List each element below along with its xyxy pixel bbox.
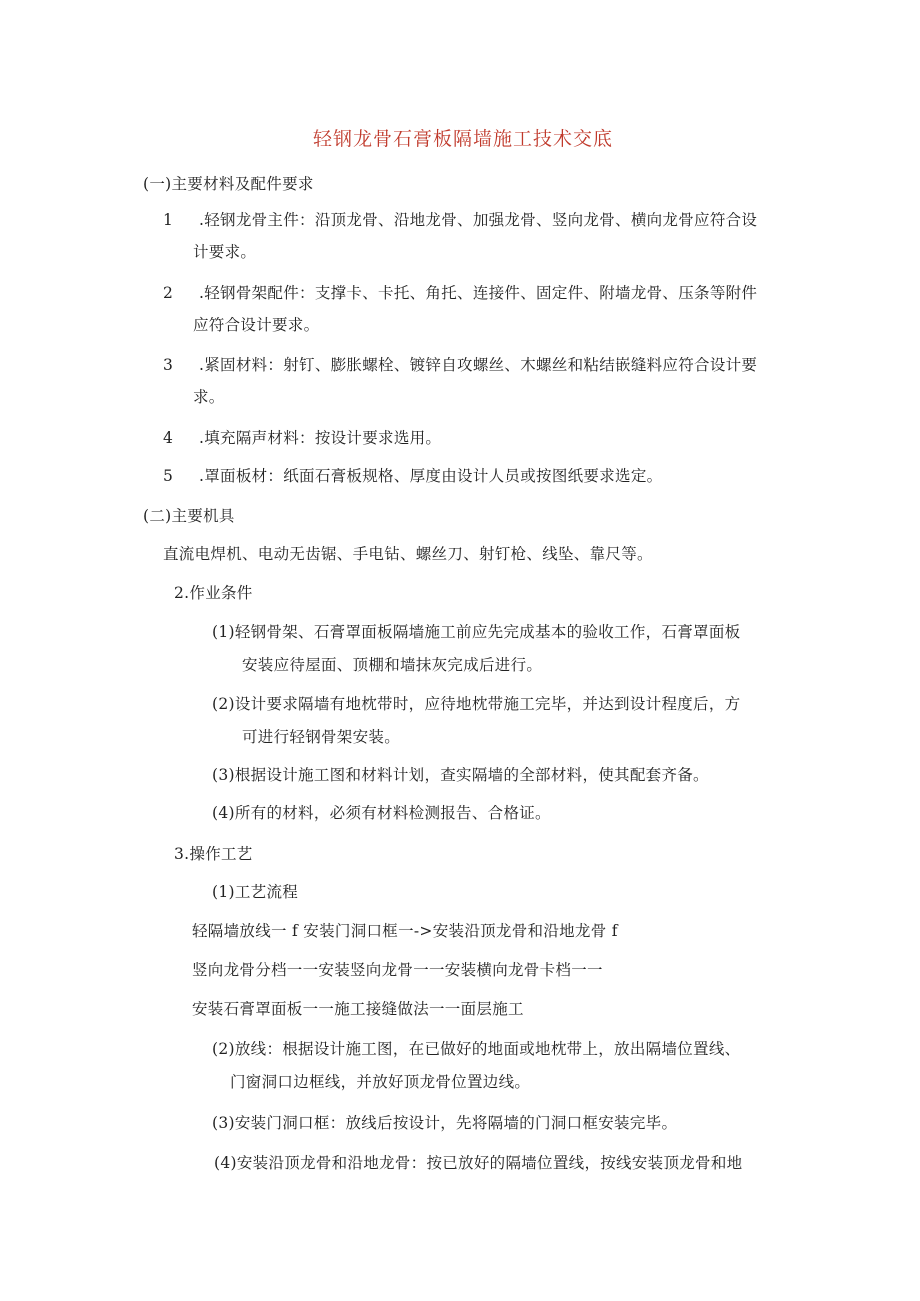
section-heading-process: 3.操作工艺: [174, 845, 253, 863]
section-heading-conditions: 2.作业条件: [174, 584, 253, 602]
item-text-continued: 计要求。: [193, 243, 257, 261]
item-text-continued: 安装应待屋面、顶棚和墙抹灰完成后进行。: [242, 656, 543, 674]
item-text: .紧固材料：射钉、膨胀螺栓、镀锌自攻螺丝、木螺丝和粘结嵌缝料应符合设计要: [199, 356, 758, 374]
list-item: (4)安装沿顶龙骨和沿地龙骨：按已放好的隔墙位置线，按线安装顶龙骨和地: [214, 1154, 743, 1172]
flow-line: 安装石膏罩面板一一施工接缝做法一一面层施工: [192, 1000, 524, 1018]
flow-line: 竖向龙骨分档一一安装竖向龙骨一一安装横向龙骨卡档一一: [192, 961, 603, 979]
list-item: (2)放线：根据设计施工图，在已做好的地面或地枕带上，放出隔墙位置线、: [212, 1040, 741, 1058]
flow-line: 轻隔墙放线一 f 安装门洞口框一->安装沿顶龙骨和沿地龙骨 f: [192, 922, 618, 940]
list-item: (3)安装门洞口框：放线后按设计，先将隔墙的门洞口框安装完毕。: [212, 1114, 678, 1132]
item-text-continued: 可进行轻钢骨架安装。: [242, 728, 401, 746]
list-item: [163, 464, 662, 486]
item-text: .填充隔声材料：按设计要求选用。: [199, 429, 442, 447]
item-text: .轻钢龙骨主件：沿顶龙骨、沿地龙骨、加强龙骨、竖向龙骨、横向龙骨应符合设: [199, 211, 758, 229]
list-item: (3)根据设计施工图和材料计划，查实隔墙的全部材料，使其配套齐备。: [212, 766, 709, 784]
section-heading-tools: (二)主要机具: [143, 507, 235, 525]
subheading-process-flow: (1)工艺流程: [212, 883, 299, 901]
list-item: [163, 426, 441, 448]
item-number: 2: [163, 284, 174, 302]
item-text: .罩面板材：纸面石膏板规格、厚度由设计人员或按图纸要求选定。: [199, 467, 663, 485]
list-item: [163, 281, 757, 303]
item-text-continued: 门窗洞口边框线，并放好顶龙骨位置边线。: [230, 1073, 531, 1091]
paragraph-tools: 直流电焊机、电动无齿锯、手电钻、螺丝刀、射钉枪、线坠、靠尺等。: [163, 545, 653, 563]
document-title: 轻钢龙骨石膏板隔墙施工技术交底: [312, 128, 613, 150]
item-number: 4: [163, 429, 174, 447]
list-item: (1)轻钢骨架、石膏罩面板隔墙施工前应先完成基本的验收工作，石膏罩面板: [212, 623, 741, 641]
list-item: (4)所有的材料，必须有材料检测报告、合格证。: [212, 804, 551, 822]
list-item: (2)设计要求隔墙有地枕带时，应待地枕带施工完毕，并达到设计程度后，方: [212, 695, 741, 713]
list-item: [163, 208, 757, 230]
item-number: 3: [163, 356, 174, 374]
list-item: [163, 353, 757, 375]
section-heading-materials: (一)主要材料及配件要求: [143, 175, 314, 193]
item-number: 1: [163, 211, 174, 229]
item-number: 5: [163, 467, 174, 485]
item-text-continued: 求。: [193, 388, 225, 406]
item-text-continued: 应符合设计要求。: [193, 316, 320, 334]
item-text: .轻钢骨架配件：支撑卡、卡托、角托、连接件、固定件、附墙龙骨、压条等附件: [199, 284, 758, 302]
